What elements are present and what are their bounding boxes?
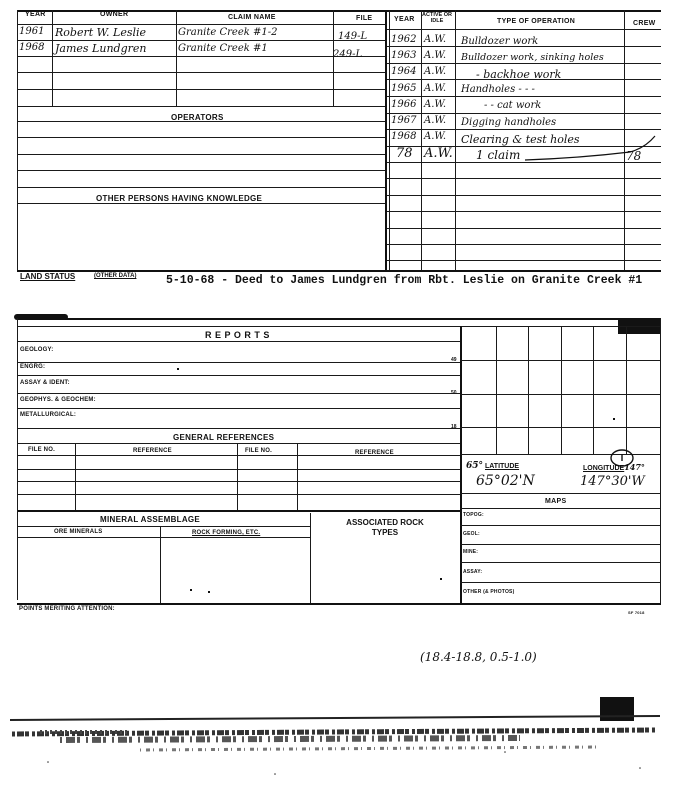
maps-title: MAPS — [545, 498, 567, 505]
gr-file-no-header: FILE NO. — [28, 447, 55, 453]
longitude-circle-mark — [608, 447, 638, 469]
active-idle-header: ACTIVE OR IDLE — [422, 12, 452, 24]
operation-status: A.W. — [424, 83, 447, 94]
operation-year: 1968 — [391, 131, 417, 142]
owner-row-file: 149-L — [338, 31, 368, 42]
report-row-label: ASSAY & IDENT: — [20, 380, 70, 386]
other-persons-label: OTHER PERSONS HAVING KNOWLEDGE — [96, 194, 263, 203]
longitude-label: LONGITUDE147° — [583, 462, 645, 472]
operation-status: A.W. — [424, 66, 447, 77]
dot-mark — [177, 368, 179, 370]
dot-mark — [440, 578, 442, 580]
owner-row-name: Robert W. Leslie — [55, 26, 147, 39]
reports-title: R E P O R T S — [205, 330, 270, 340]
owner-row-claim: Granite Creek #1 — [178, 43, 268, 54]
maps-row-label: GEOL: — [463, 531, 480, 537]
land-status-label: LAND STATUS — [20, 272, 76, 281]
operation-type: - backhoe work — [476, 68, 562, 81]
operation-type: Bulldozer work — [461, 36, 539, 47]
owner-row-year: 1968 — [19, 42, 45, 53]
report-row-number: 49 — [451, 357, 457, 363]
crew-slash-mark — [520, 130, 660, 170]
general-references-title: GENERAL REFERENCES — [173, 433, 275, 442]
operation-year: 1967 — [391, 115, 417, 126]
owner-year-header: YEAR — [25, 11, 46, 18]
ore-minerals-header: ORE MINERALS — [54, 529, 103, 535]
operation-type: - - cat work — [484, 100, 542, 111]
operation-type: Bulldozer work, sinking holes — [461, 52, 604, 63]
report-row-label: ENGRG: — [20, 364, 46, 370]
owner-row-file: 249-L — [333, 49, 363, 60]
operation-status: A.W. — [424, 34, 447, 45]
report-row-number: 18 — [451, 424, 457, 430]
dot-mark — [208, 591, 210, 593]
operation-year: 1963 — [391, 50, 417, 61]
latitude-value: 65°02'N — [476, 473, 535, 489]
mineral-assemblage-title: MINERAL ASSEMBLAGE — [100, 515, 201, 524]
scan-smudge — [618, 320, 660, 334]
operation-year: 78 — [396, 146, 413, 161]
owner-row-year: 1961 — [19, 26, 45, 37]
scan-smudge — [14, 314, 68, 320]
owner-row-name: James Lundgren — [55, 42, 147, 55]
land-status-sublabel: (OTHER DATA) — [94, 273, 137, 279]
maps-row-label: ASSAY: — [463, 569, 483, 575]
operators-label: OPERATORS — [171, 113, 224, 122]
crew-header: CREW — [633, 20, 656, 27]
associated-rock-types-header: ASSOCIATED ROCK TYPES — [346, 518, 424, 537]
land-status-text: 5-10-68 - Deed to James Lundgren from Rbt. Leslie on Granite Creek #1 — [166, 274, 643, 287]
operation-type: Clearing & test holes — [461, 133, 580, 146]
maps-row-label: TOPOG: — [463, 512, 484, 518]
rock-forming-header: ROCK FORMING, ETC. — [192, 530, 261, 536]
points-meriting-attention-label: POINTS MERITING ATTENTION: — [19, 606, 115, 612]
operation-type: Handholes - - - — [461, 84, 535, 95]
report-row-label: METALLURGICAL: — [20, 412, 77, 418]
operation-status: A.W. — [424, 131, 447, 142]
report-row-label: GEOLOGY: — [20, 347, 54, 353]
type-of-operation-header: TYPE OF OPERATION — [497, 18, 576, 25]
gr-reference-header: REFERENCE — [355, 450, 394, 456]
operation-year: 1965 — [391, 83, 417, 94]
operation-year: 1964 — [391, 66, 417, 77]
operation-year: 1962 — [391, 34, 417, 45]
report-row-number: 50 — [451, 390, 457, 396]
work-year-header: YEAR — [394, 16, 415, 23]
file-header: FILE — [356, 15, 373, 22]
owner-row-claim: Granite Creek #1-2 — [178, 27, 278, 38]
operation-status: A.W. — [424, 146, 453, 161]
scan-noise-band — [0, 690, 678, 800]
operation-type: 1 claim — [476, 148, 521, 162]
operation-year: 1966 — [391, 99, 417, 110]
operation-status: A.W. — [424, 99, 447, 110]
form-number: SF 7018 — [628, 610, 645, 615]
maps-row-label: OTHER (& PHOTOS) — [463, 589, 515, 595]
gr-file-no-header: FILE NO. — [245, 448, 272, 454]
operation-status: A.W. — [424, 50, 447, 61]
maps-row-label: MINE: — [463, 549, 479, 555]
report-row-label: GEOPHYS. & GEOCHEM: — [20, 397, 96, 403]
longitude-value: 147°30'W — [580, 474, 645, 489]
operation-type: Digging handholes — [461, 117, 557, 128]
gr-reference-header: REFERENCE — [133, 448, 172, 454]
operation-crew: 78 — [626, 149, 642, 163]
dot-mark — [190, 589, 192, 591]
latitude-label: 65° LATITUDE — [466, 461, 520, 471]
handwritten-coordinates-note: (18.4-18.8, 0.5-1.0) — [420, 650, 537, 664]
owner-header: OWNER — [100, 11, 129, 18]
claim-name-header: CLAIM NAME — [228, 14, 276, 21]
dot-mark — [613, 418, 615, 420]
operation-status: A.W. — [424, 115, 447, 126]
